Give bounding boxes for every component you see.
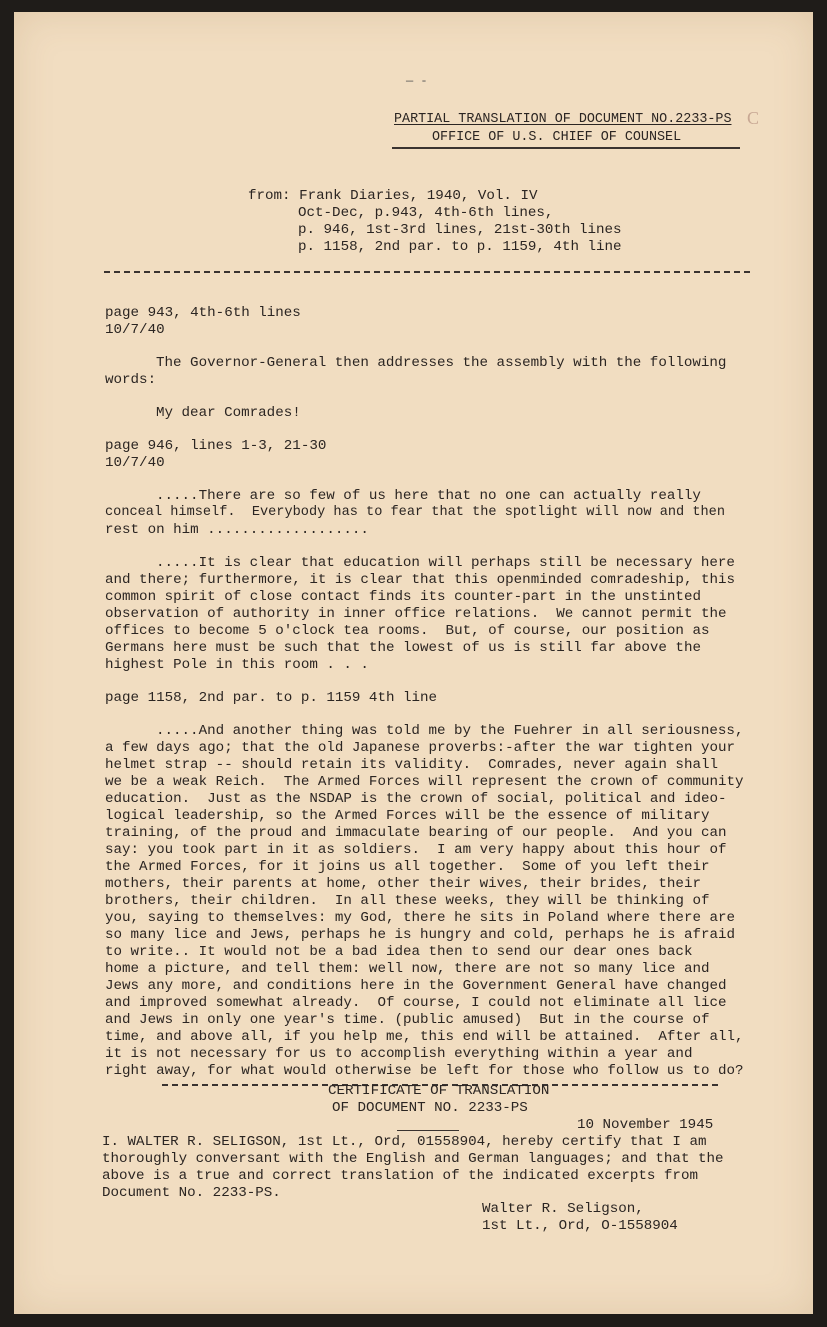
section3-para-line: we be a weak Reich. The Armed Forces will represent the crown of community bbox=[105, 774, 744, 790]
document-page bbox=[14, 12, 813, 1314]
margin-annotation: C bbox=[747, 108, 760, 128]
section3-para-line: to write.. It would not be a bad idea then to send our dear ones back bbox=[105, 944, 693, 960]
section1-para-line: The Governor-General then addresses the assembly with the following bbox=[156, 355, 727, 371]
section2-date: 10/7/40 bbox=[105, 455, 165, 471]
section3-para-line: .....And another thing was told me by the Fuehrer in all seriousness, bbox=[156, 723, 744, 739]
certificate-body-line: I. WALTER R. SELIGSON, 1st Lt., Ord, 01558904, hereby certify that I am bbox=[102, 1134, 707, 1150]
header-underline bbox=[392, 147, 740, 149]
section3-para-line: home a picture, and tell them: well now, there are not so many lice and bbox=[105, 961, 710, 977]
stray-mark: — - bbox=[406, 74, 428, 88]
signature-name: Walter R. Seligson, bbox=[482, 1201, 644, 1217]
certificate-date: 10 November 1945 bbox=[577, 1117, 714, 1133]
section1-para-line: words: bbox=[105, 372, 157, 388]
section3-para-line: it is not necessary for us to accomplish everything within a year and bbox=[105, 1046, 693, 1062]
section2-para2-line: offices to become 5 o'clock tea rooms. But, of course, our position as bbox=[105, 623, 710, 639]
certificate-body-line: above is a true and correct translation of the indicated excerpts from bbox=[102, 1168, 698, 1184]
signature-rank: 1st Lt., Ord, O-1558904 bbox=[482, 1218, 678, 1234]
section2-para2-line: and there; furthermore, it is clear that this openminded comradeship, this bbox=[105, 572, 736, 588]
section1-heading: page 943, 4th-6th lines bbox=[105, 305, 301, 321]
section2-heading: page 946, lines 1-3, 21-30 bbox=[105, 438, 327, 454]
section3-para-line: the Armed Forces, for it joins us all together. Some of you left their bbox=[105, 859, 710, 875]
section2-para1-line: .....There are so few of us here that no one can actually really bbox=[156, 488, 701, 504]
section2-para1-line: conceal himself. Everybody has to fear that the spotlight will now and then bbox=[105, 505, 725, 520]
section2-para2-line: observation of authority in inner office relations. We cannot permit the bbox=[105, 606, 727, 622]
section3-para-line: mothers, their parents at home, other their wives, their brides, their bbox=[105, 876, 701, 892]
section3-para-line: helmet strap -- should retain its validity. Comrades, never again shall bbox=[105, 757, 718, 773]
header-title-line1: PARTIAL TRANSLATION OF DOCUMENT NO.2233-PS bbox=[394, 112, 732, 127]
section3-para-line: say: you took part in it as soldiers. I am very happy about this hour of bbox=[105, 842, 727, 858]
source-line1: from: Frank Diaries, 1940, Vol. IV bbox=[248, 188, 538, 204]
date-overline bbox=[397, 1130, 459, 1131]
section3-para-line: right away, for what would otherwise be left for those who follow us to do? bbox=[105, 1063, 744, 1079]
section2-para2-line: highest Pole in this room . . . bbox=[105, 657, 369, 673]
source-line4: p. 1158, 2nd par. to p. 1159, 4th line bbox=[298, 239, 622, 255]
header-title-line2: OFFICE OF U.S. CHIEF OF COUNSEL bbox=[432, 130, 682, 145]
certificate-title-line2: OF DOCUMENT NO. 2233-PS bbox=[332, 1100, 528, 1116]
section1-date: 10/7/40 bbox=[105, 322, 165, 338]
section3-para-line: time, and above all, if you help me, this end will be attained. After all, bbox=[105, 1029, 744, 1045]
certificate-body-line: thoroughly conversant with the English and German languages; and that the bbox=[102, 1151, 724, 1167]
section3-para-line: Jews any more, and conditions here in the Government General have changed bbox=[105, 978, 727, 994]
section3-para-line: so many lice and Jews, perhaps he is hungry and cold, perhaps he is afraid bbox=[105, 927, 736, 943]
section3-para-line: and Jews in only one year's time. (public amused) But in the course of bbox=[105, 1012, 710, 1028]
section2-para2-line: .....It is clear that education will perhaps still be necessary here bbox=[156, 555, 735, 571]
section3-para-line: education. Just as the NSDAP is the crown of social, political and ideo- bbox=[105, 791, 727, 807]
certificate-title-line1: CERTIFICATE OF TRANSLATION bbox=[328, 1083, 550, 1099]
section2-para1-line: rest on him ................... bbox=[105, 522, 369, 538]
section3-para-line: a few days ago; that the old Japanese proverbs:-after the war tighten your bbox=[105, 740, 736, 756]
section3-para-line: brothers, their children. In all these weeks, they will be thinking of bbox=[105, 893, 710, 909]
section2-para2-line: common spirit of close contact finds its counter-part in the unstinted bbox=[105, 589, 701, 605]
source-line2: Oct-Dec, p.943, 4th-6th lines, bbox=[298, 205, 554, 221]
certificate-body-line: Document No. 2233-PS. bbox=[102, 1185, 281, 1201]
section3-heading: page 1158, 2nd par. to p. 1159 4th line bbox=[105, 690, 438, 706]
divider-top bbox=[104, 271, 750, 273]
section1-quote: My dear Comrades! bbox=[156, 405, 301, 421]
section2-para2-line: Germans here must be such that the lowest of us is still far above the bbox=[105, 640, 701, 656]
section3-para-line: you, saying to themselves: my God, there he sits in Poland where there are bbox=[105, 910, 736, 926]
source-line3: p. 946, 1st-3rd lines, 21st-30th lines bbox=[298, 222, 622, 238]
section3-para-line: logical leadership, so the Armed Forces will be the essence of military bbox=[105, 808, 710, 824]
section3-para-line: and improved somewhat already. Of course, I could not eliminate all lice bbox=[105, 995, 727, 1011]
section3-para-line: training, of the proud and immaculate bearing of our people. And you can bbox=[105, 825, 727, 841]
